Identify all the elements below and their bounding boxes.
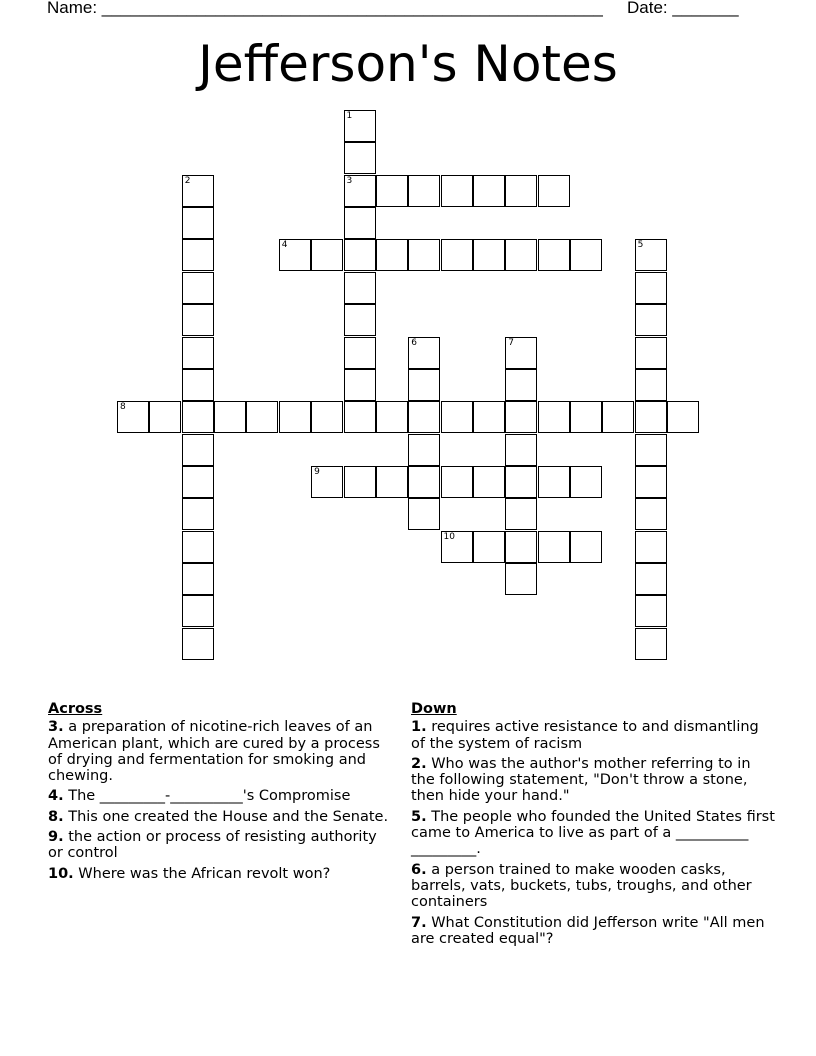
grid-cell[interactable] [635,434,667,466]
down-clue [411,719,776,752]
clue-number: 10 [443,531,455,542]
grid-cell[interactable] [408,498,440,530]
grid-cell[interactable] [635,304,667,336]
down-clues [411,701,776,951]
grid-cell[interactable] [635,498,667,530]
clue-number: 7. [411,914,427,931]
grid-cell[interactable] [635,595,667,627]
grid-cell[interactable] [344,272,376,304]
grid-cell[interactable] [182,498,214,530]
clue-number: 9. [48,829,64,846]
grid-cell[interactable] [441,531,473,563]
grid-cell[interactable] [667,401,699,433]
down-clue [411,862,776,911]
down-clue-list [411,719,776,947]
grid-cell[interactable] [408,337,440,369]
grid-cell[interactable] [473,531,505,563]
clue-number: 10. [48,865,74,882]
grid-cell[interactable] [538,175,570,207]
clue-text: What Constitution did Jefferson write "All men are created equal"? [411,914,765,947]
grid-cell[interactable] [538,531,570,563]
clue-text: Where was the African revolt won? [73,865,331,882]
across-clue [48,809,396,825]
grid-cell[interactable] [182,434,214,466]
clue-text: the action or process of resisting authority or control [48,829,377,862]
grid-cell[interactable] [182,628,214,660]
clue-text: The people who founded the United States first came to America to live as part of a __________ _________. [411,808,775,858]
across-clue [48,719,396,784]
grid-cell[interactable] [117,401,149,433]
grid-cell[interactable] [182,595,214,627]
across-clues [48,701,396,886]
grid-cell[interactable] [344,466,376,498]
down-heading: Down [411,701,457,717]
grid-cell[interactable] [473,239,505,271]
page-title: Jefferson's Notes [198,35,618,93]
across-clue-list [48,719,396,882]
grid-cell[interactable] [214,401,246,433]
grid-cell[interactable] [473,466,505,498]
grid-cell[interactable] [538,466,570,498]
clue-number: 8 [120,402,126,413]
grid-cell[interactable] [376,401,408,433]
grid-cell[interactable] [441,239,473,271]
grid-cell[interactable] [408,434,440,466]
grid-cell[interactable] [473,175,505,207]
grid-cell[interactable] [505,337,537,369]
grid-cell[interactable] [311,401,343,433]
grid-cell[interactable] [344,207,376,239]
grid-cell[interactable] [182,272,214,304]
grid-cell[interactable] [635,466,667,498]
grid-cell[interactable] [311,239,343,271]
grid-cell[interactable] [570,466,602,498]
clue-number: 2 [184,175,191,186]
grid-cell[interactable] [182,531,214,563]
grid-cell[interactable] [635,369,667,401]
grid-cell[interactable] [505,369,537,401]
grid-cell[interactable] [505,531,537,563]
clue-text: a preparation of nicotine-rich leaves of an American plant, which are cured by a process of drying and fermentation for smoking and chewing. [48,719,380,785]
grid-cell[interactable] [635,531,667,563]
grid-cell[interactable] [408,369,440,401]
clue-number: 1 [346,111,353,121]
across-clue [48,788,396,804]
grid-cell[interactable] [635,239,667,271]
grid-cell[interactable] [570,531,602,563]
down-clue [411,915,776,948]
grid-cell[interactable] [246,401,278,433]
down-clue [411,809,776,858]
grid-cell[interactable] [505,434,537,466]
grid-cell[interactable] [408,466,440,498]
grid-cell[interactable] [505,563,537,595]
grid-cell[interactable] [538,239,570,271]
grid-cell[interactable] [182,207,214,239]
clue-number: 6 [411,337,417,348]
grid-cell[interactable] [279,239,311,271]
grid-cell[interactable] [344,239,376,271]
grid-cell[interactable] [602,401,634,433]
grid-cell[interactable] [473,401,505,433]
name-field-label[interactable]: Name: _____________________________________________________ [47,0,603,17]
grid-cell[interactable] [376,239,408,271]
grid-cell[interactable] [570,401,602,433]
clue-number: 9 [314,466,320,477]
across-clue [48,829,396,862]
grid-cell[interactable] [441,401,473,433]
clue-number: 5. [411,808,427,825]
grid-cell[interactable] [344,175,376,207]
clue-text: a person trained to make wooden casks, barrels, vats, buckets, tubs, troughs, and other containers [411,861,752,911]
grid-cell[interactable] [344,304,376,336]
grid-cell[interactable] [376,466,408,498]
grid-cell[interactable] [635,401,667,433]
grid-cell[interactable] [441,175,473,207]
clue-number: 2. [411,755,427,772]
grid-cell[interactable] [311,466,343,498]
grid-cell[interactable] [635,337,667,369]
grid-cell[interactable] [505,239,537,271]
grid-cell[interactable] [408,239,440,271]
grid-cell[interactable] [182,304,214,336]
grid-cell[interactable] [344,369,376,401]
clue-text: Who was the author's mother referring to in the following statement, "Don't throw a stone, then hide your hand." [411,755,751,805]
grid-cell[interactable] [344,110,376,142]
clue-number: 3. [48,719,64,736]
clue-text: requires active resistance to and dismantling of the system of racism [411,719,759,752]
grid-cell[interactable] [182,401,214,433]
clue-number: 5 [637,240,644,251]
clue-text: This one created the House and the Senate. [63,808,389,825]
clue-number: 6. [411,861,427,878]
grid-cell[interactable] [441,466,473,498]
grid-cell[interactable] [344,337,376,369]
grid-cell[interactable] [505,498,537,530]
grid-cell[interactable] [505,466,537,498]
across-heading: Across [48,701,103,717]
clue-number: 3 [346,175,353,186]
grid-cell[interactable] [182,239,214,271]
date-field-label[interactable]: Date: _______ [627,0,739,17]
grid-cell[interactable] [376,175,408,207]
grid-cell[interactable] [408,401,440,433]
clue-number: 1. [411,719,427,736]
grid-cell[interactable] [570,239,602,271]
grid-cell[interactable] [635,563,667,595]
grid-cell[interactable] [538,401,570,433]
grid-cell[interactable] [182,337,214,369]
grid-cell[interactable] [635,272,667,304]
grid-cell[interactable] [182,563,214,595]
grid-cell[interactable] [505,401,537,433]
down-clue [411,756,776,805]
grid-cell[interactable] [408,175,440,207]
grid-cell[interactable] [505,175,537,207]
grid-cell[interactable] [149,401,181,433]
grid-cell[interactable] [344,142,376,174]
clue-number: 8. [48,808,64,825]
clue-number: 4 [281,240,288,251]
grid-cell[interactable] [344,401,376,433]
clue-number: 7 [508,337,514,348]
clue-text: The _________-__________'s Compromise [63,788,351,805]
grid-cell[interactable] [182,466,214,498]
clue-number: 4. [48,788,64,805]
grid-cell[interactable] [182,175,214,207]
grid-cell[interactable] [635,628,667,660]
grid-cell[interactable] [279,401,311,433]
grid-cell[interactable] [182,369,214,401]
across-clue [48,866,396,882]
